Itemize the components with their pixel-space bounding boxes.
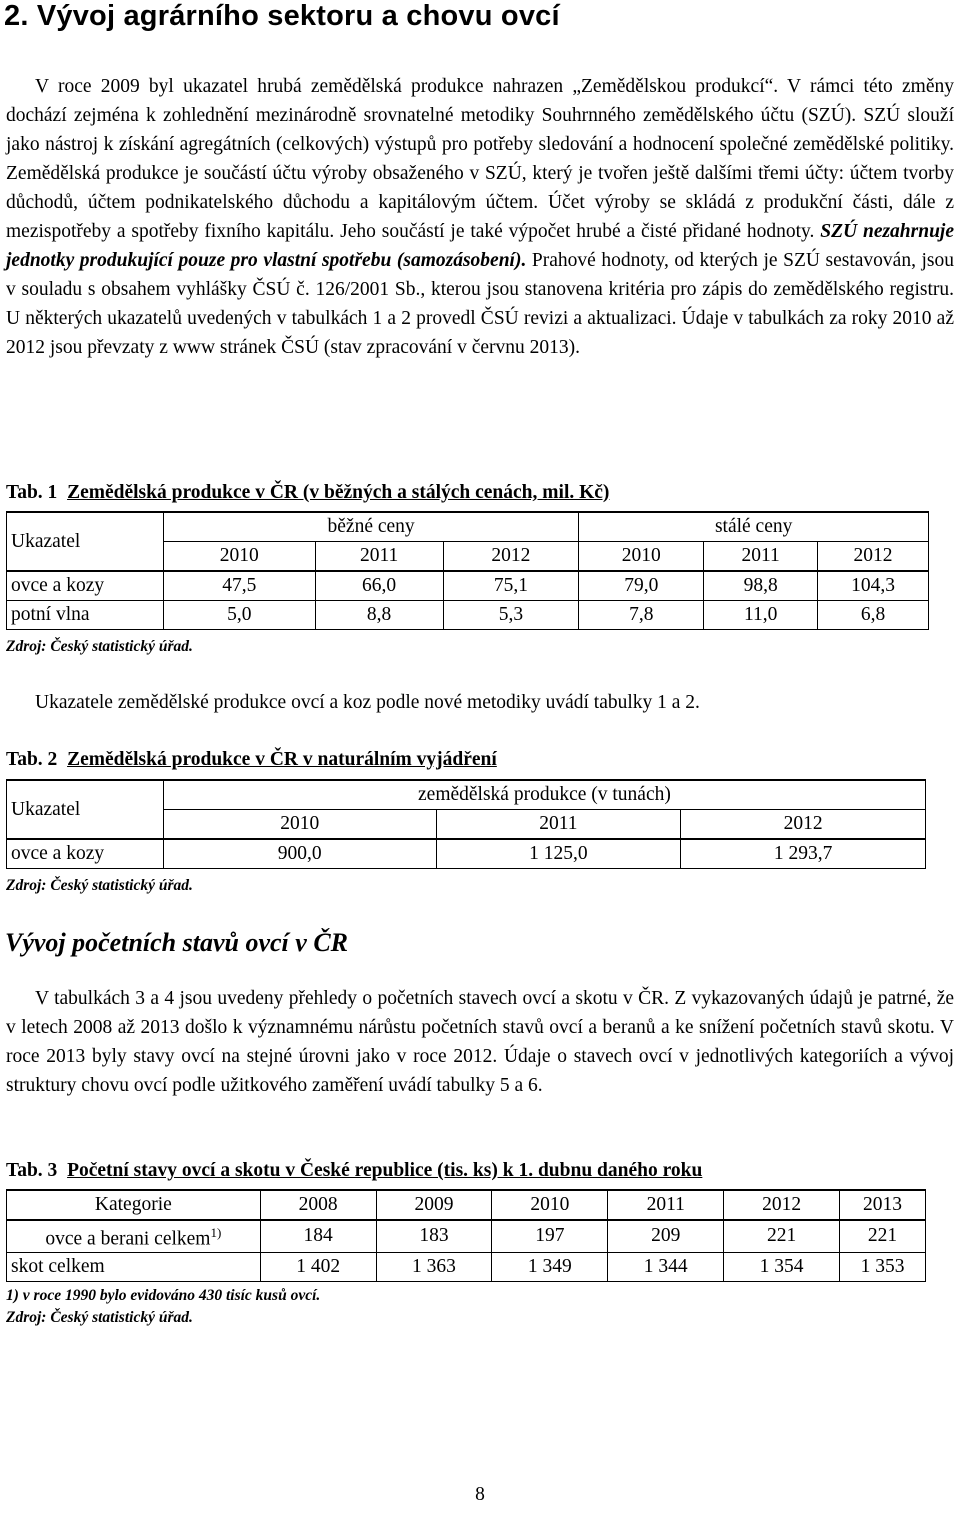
table3-label: Tab. 3	[6, 1160, 58, 1181]
table2-header-group: zemědělská produkce (v tunách)	[163, 780, 925, 810]
table3-header-row	[7, 1190, 926, 1220]
table2-header-ukazatel: Ukazatel	[7, 780, 164, 839]
table1	[6, 511, 929, 630]
row-label: ovce a kozy	[7, 571, 164, 601]
table-cell: 79,0	[579, 571, 704, 601]
table-cell: 1 354	[724, 1252, 840, 1281]
table3-year: 2009	[376, 1190, 492, 1220]
table3-year: 2011	[608, 1190, 724, 1220]
table1-year: 2010	[579, 542, 704, 572]
table3-year: 2013	[840, 1190, 926, 1220]
table-cell: 1 402	[260, 1252, 376, 1281]
table3-title: Početní stavy ovcí a skotu v České republice (tis. ks) k 1. dubnu daného roku	[67, 1160, 703, 1181]
row-label	[7, 1220, 261, 1252]
table-row	[7, 839, 926, 869]
table3-year: 2010	[492, 1190, 608, 1220]
table-row	[7, 1220, 926, 1252]
table1-label: Tab. 1	[6, 482, 58, 503]
table3-header-kategorie: Kategorie	[7, 1190, 261, 1220]
table-cell: 5,0	[163, 601, 315, 630]
intro-text-c: Prahové hodnoty, od kterých je SZÚ sestavován, jsou v souladu s obsahem vyhlášky ČSÚ č. 126/2001 Sb., kterou jsou stanovena kritéria pro zápis do zemědělského registru. U některých ukazatelů uvedených v tabulkách 1 a 2 provedl ČSÚ revizi a aktualizaci. Údaje v tabulkách za roky 2010 až 2012 jsou převzaty z www stránek ČSÚ (stav zpracování v červnu 2013).	[6, 250, 954, 358]
table-cell: 7,8	[579, 601, 704, 630]
intro-text-a: V roce 2009 byl ukazatel hrubá zemědělská produkce nahrazen „Zemědělskou produkcí“. V rámci této změny dochází zejména k zohlednění mezinárodně srovnatelné metodiky Souhrnného zemědělského účtu (SZÚ). SZÚ slouží jako nástroj k získání agregátních (celkových) výstupů pro potřeby sledování a hodnocení společné zemědělské politiky. Zemědělská produkce je součástí účtu výroby obsaženého v SZÚ, který je tvořen ještě dalšími třemi účty: účtem tvorby důchodů, účtem podnikatelského důchodu a kapitálovým účtem. Účet výroby se skládá z produkční části, dále z mezispotřeby a spotřeby fixního kapitálu. Jeho součástí je také výpočet hrubé a čisté přidané hodnoty.	[6, 76, 954, 242]
paragraph-2-text: Ukazatele zemědělské produkce ovcí a koz podle nové metodiky uvádí tabulky 1 a 2.	[35, 692, 700, 713]
table-cell: 1 349	[492, 1252, 608, 1281]
table1-year: 2011	[315, 542, 443, 572]
table-cell: 47,5	[163, 571, 315, 601]
table1-header-stale-ceny: stálé ceny	[579, 512, 929, 542]
table3-source: Zdroj: Český statistický úřad.	[6, 1309, 193, 1326]
table-cell: 197	[492, 1220, 608, 1252]
table-cell: 221	[724, 1220, 840, 1252]
table-row	[7, 601, 929, 630]
table-cell: 900,0	[163, 839, 436, 869]
table-cell: 66,0	[315, 571, 443, 601]
paragraph-3	[6, 984, 954, 1100]
table-cell: 1 344	[608, 1252, 724, 1281]
table-cell: 104,3	[818, 571, 929, 601]
table2-source: Zdroj: Český statistický úřad.	[6, 877, 193, 894]
table1-title: Zemědělská produkce v ČR (v běžných a stálých cenách, mil. Kč)	[67, 482, 610, 503]
table-cell: 6,8	[818, 601, 929, 630]
table-cell: 8,8	[315, 601, 443, 630]
table1-year: 2011	[704, 542, 818, 572]
table3-year: 2008	[260, 1190, 376, 1220]
table2-caption	[6, 749, 497, 771]
table-cell: 11,0	[704, 601, 818, 630]
row-label-text: ovce a berani celkem	[45, 1228, 211, 1250]
intro-text-emphasis: SZÚ nezahrnuje jednotky produkující pouze pro vlastní spotřebu (samozásobení).	[6, 221, 955, 271]
table1-source: Zdroj: Český statistický úřad.	[6, 638, 193, 655]
table-row	[7, 571, 929, 601]
table1-caption	[6, 482, 609, 504]
table-cell: 1 293,7	[681, 839, 926, 869]
table-cell: 1 363	[376, 1252, 492, 1281]
section-heading: 2. Vývoj agrárního sektoru a chovu ovcí	[4, 0, 560, 32]
table2-label: Tab. 2	[6, 749, 58, 770]
row-label: skot celkem	[7, 1252, 261, 1281]
table-cell: 1 353	[840, 1252, 926, 1281]
table1-year: 2010	[163, 542, 315, 572]
table1-header-ukazatel: Ukazatel	[7, 512, 164, 571]
intro-paragraph	[6, 72, 954, 362]
table-cell: 221	[840, 1220, 926, 1252]
table-cell: 183	[376, 1220, 492, 1252]
table1-year: 2012	[818, 542, 929, 572]
table-cell: 184	[260, 1220, 376, 1252]
table-cell: 1 125,0	[436, 839, 681, 869]
footnote-marker: 1)	[210, 1225, 222, 1240]
table-row	[7, 1252, 926, 1281]
table3-footnote: 1) v roce 1990 bylo evidováno 430 tisíc kusů ovcí.	[6, 1287, 321, 1304]
table-cell: 5,3	[443, 601, 579, 630]
table2-year: 2010	[163, 810, 436, 840]
row-label: ovce a kozy	[7, 839, 164, 869]
table1-header-bezne-ceny: běžné ceny	[163, 512, 578, 542]
table1-year: 2012	[443, 542, 579, 572]
table-cell: 98,8	[704, 571, 818, 601]
subsection-heading: Vývoj početních stavů ovcí v ČR	[5, 928, 349, 957]
table-cell: 75,1	[443, 571, 579, 601]
row-label: potní vlna	[7, 601, 164, 630]
paragraph-3-text: V tabulkách 3 a 4 jsou uvedeny přehledy o početních stavech ovcí a skotu v ČR. Z vykazovaných údajů je patrné, že v letech 2008 až 2013 došlo k významnému nárůstu početních stavů ovcí a beranů a ke snížení početních stavů skotu. V roce 2013 byly stavy ovcí na stejné úrovni jako v roce 2012. Údaje o stavech ovcí v jednotlivých kategoriích a vývoj struktury chovu ovcí podle užitkového zaměření uvádí tabulky 5 a 6.	[6, 988, 954, 1096]
paragraph-2	[6, 688, 954, 717]
table-cell: 209	[608, 1220, 724, 1252]
table2-title: Zemědělská produkce v ČR v naturálním vyjádření	[67, 749, 497, 770]
table3-year: 2012	[724, 1190, 840, 1220]
table3	[6, 1189, 926, 1282]
table2-year: 2011	[436, 810, 681, 840]
table3-caption	[6, 1160, 702, 1182]
page-number: 8	[475, 1484, 485, 1505]
table2-year: 2012	[681, 810, 926, 840]
table2	[6, 779, 926, 869]
